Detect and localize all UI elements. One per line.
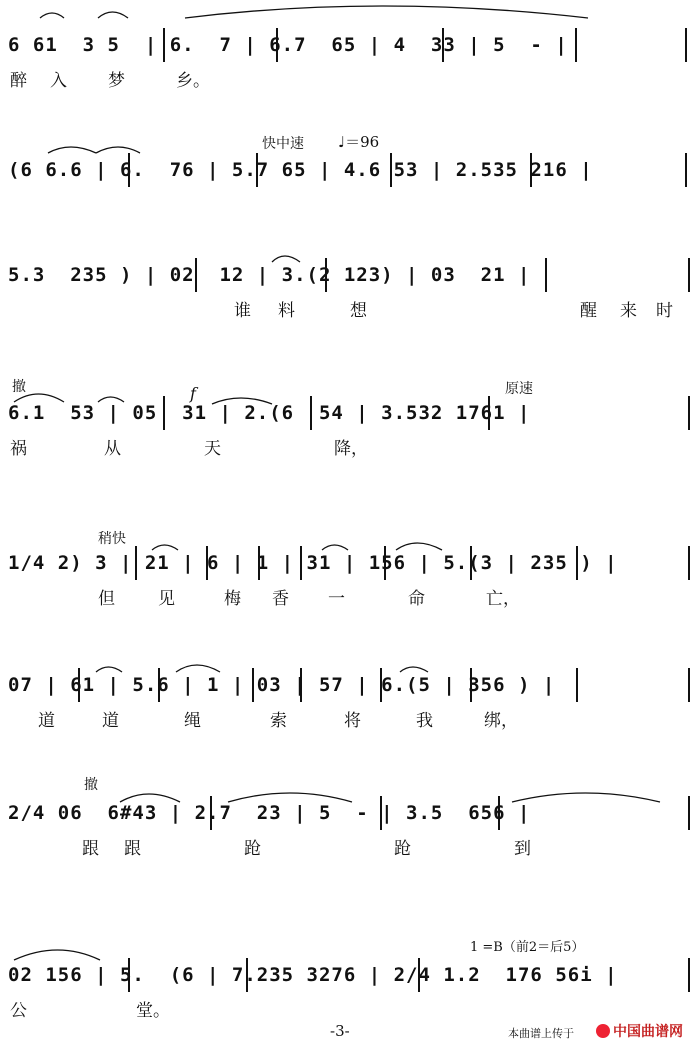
lyric: 时: [656, 301, 673, 321]
lyric: 入: [50, 71, 67, 91]
tempo-marking: 稍快: [98, 531, 126, 547]
lyric: 醉: [10, 71, 27, 91]
lyric: 来: [620, 301, 637, 321]
notation-line: 1/4 2) 3 | 21 | 6 | 1 | 31 | 156 | 5.(3 | 235 ) |: [8, 552, 618, 574]
slur-marks: [0, 368, 700, 478]
upload-credit: 本曲谱上传于: [508, 1027, 574, 1040]
metronome-marking: ♩＝96: [338, 133, 380, 151]
slur-marks: [0, 230, 700, 340]
lyric: 绑，: [484, 711, 518, 731]
notation-line: 6.1 53 | 05 31 | 2.(6 54 | 3.532 1761 |: [8, 402, 531, 424]
key-change-marking: 1 =B（前2＝后5）: [470, 940, 585, 955]
expression-marking: 撤: [12, 379, 26, 395]
lyric: 降，: [334, 439, 368, 459]
score-system-4: [0, 368, 700, 478]
lyric: 索: [270, 711, 287, 731]
site-name: 中国曲谱网: [613, 1024, 683, 1040]
slur-marks: [0, 900, 700, 1010]
notation-line: 5.3 235 ) | 02 12 | 3.(2 123) | 03 21 |: [8, 264, 531, 286]
expression-marking: 撤: [84, 777, 98, 793]
notation-line: (6 6.6 | 6. 76 | 5.7 65 | 4.6 53 | 2.535 216 |: [8, 159, 593, 181]
score-system-1: [0, 0, 700, 110]
lyric: 道: [38, 711, 55, 731]
lyric: 亡，: [486, 589, 520, 609]
lyric: 天: [204, 439, 221, 459]
lyric: 乡。: [176, 71, 210, 91]
score-system-2: [0, 125, 700, 235]
lyric: 公: [10, 1001, 27, 1021]
lyric: 祸: [10, 439, 27, 459]
lyric: 道: [102, 711, 119, 731]
lyric: 梦: [108, 71, 125, 91]
lyric: 香: [272, 589, 289, 609]
lyric: 跄: [244, 839, 261, 859]
notation-line: 2/4 06 6#43 | 2.7 23 | 5 - | 3.5 656 |: [8, 802, 531, 824]
score-system-6: [0, 640, 700, 750]
slur-marks: [0, 768, 700, 878]
notation-line: 6 61 3 5 | 6. 7 | 6.7 65 | 4 33 | 5 - |: [8, 34, 568, 56]
lyric: 我: [416, 711, 433, 731]
dynamic-marking: f: [190, 384, 196, 403]
logo-icon: [596, 1024, 610, 1038]
lyric: 命: [408, 589, 425, 609]
page-number: -3-: [330, 1022, 350, 1040]
lyric: 醒: [580, 301, 597, 321]
lyric: 一: [328, 589, 345, 609]
score-system-5: [0, 518, 700, 628]
lyric: 料: [278, 301, 295, 321]
lyric: 但: [98, 589, 115, 609]
lyric: 从: [104, 439, 121, 459]
lyric: 堂。: [136, 1001, 170, 1021]
notation-line: 02 156 | 5. (6 | 7.235 3276 | 2/4 1.2 176 56i |: [8, 964, 618, 986]
lyric: 梅: [224, 589, 241, 609]
lyric: 想: [350, 301, 367, 321]
slur-marks: [0, 0, 700, 110]
tempo-marking: 快中速: [262, 136, 304, 152]
score-system-7: [0, 768, 700, 878]
tempo-marking: 原速: [505, 381, 533, 397]
lyric: 跟: [82, 839, 99, 859]
score-system-3: [0, 230, 700, 340]
lyric: 谁: [234, 301, 251, 321]
lyric: 将: [344, 711, 361, 731]
site-logo: [596, 1021, 683, 1041]
lyric: 跟: [124, 839, 141, 859]
lyric: 跄: [394, 839, 411, 859]
lyric: 到: [514, 839, 531, 859]
slur-marks: [0, 125, 700, 235]
slur-marks: [0, 640, 700, 750]
lyric: 绳: [184, 711, 201, 731]
slur-marks: [0, 518, 700, 628]
notation-line: 07 | 61 | 5.6 | 1 | 03 | 57 | 6.(5 | 356 ) |: [8, 674, 556, 696]
lyric: 见: [158, 589, 175, 609]
score-system-8: [0, 900, 700, 1021]
